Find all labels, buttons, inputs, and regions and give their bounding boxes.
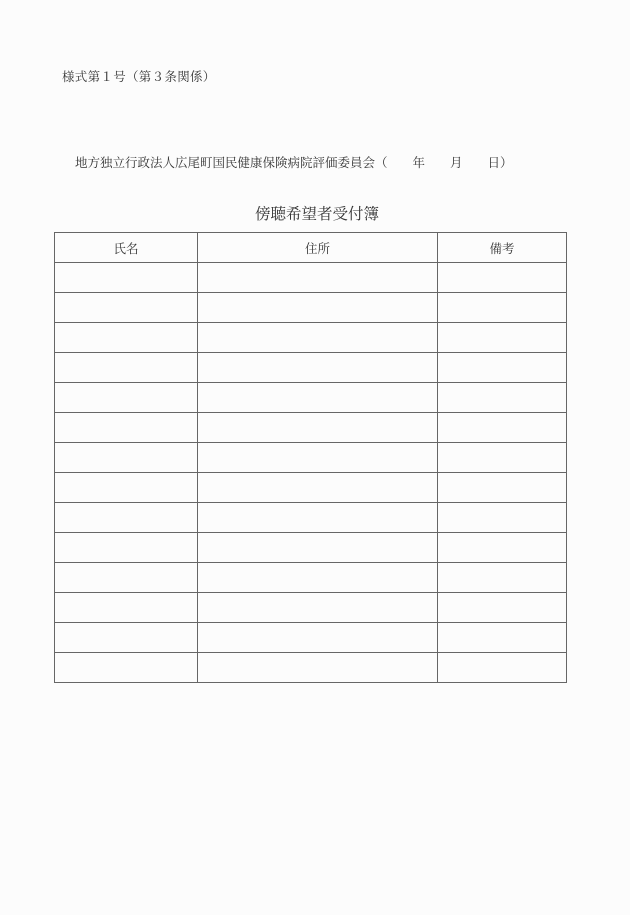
remarks-cell	[438, 473, 567, 503]
remarks-cell	[438, 383, 567, 413]
table-row	[55, 443, 567, 473]
name-cell	[55, 623, 198, 653]
table-row	[55, 323, 567, 353]
table-row	[55, 293, 567, 323]
column-header-remarks: 備考	[438, 233, 567, 263]
address-cell	[198, 473, 438, 503]
remarks-cell	[438, 593, 567, 623]
table-row	[55, 473, 567, 503]
table-row	[55, 413, 567, 443]
document-title: 傍聴希望者受付簿	[254, 205, 379, 223]
address-cell	[198, 563, 438, 593]
table-row	[55, 623, 567, 653]
address-cell	[198, 383, 438, 413]
address-cell	[198, 323, 438, 353]
name-cell	[55, 503, 198, 533]
name-cell	[55, 293, 198, 323]
form-number: 様式第１号（第３条関係）	[62, 69, 216, 84]
address-cell	[198, 653, 438, 683]
address-cell	[198, 593, 438, 623]
remarks-cell	[438, 503, 567, 533]
table-row	[55, 563, 567, 593]
address-cell	[198, 353, 438, 383]
name-cell	[55, 323, 198, 353]
remarks-cell	[438, 353, 567, 383]
table-row	[55, 503, 567, 533]
address-cell	[198, 263, 438, 293]
name-cell	[55, 413, 198, 443]
remarks-cell	[438, 623, 567, 653]
address-cell	[198, 623, 438, 653]
table-row	[55, 353, 567, 383]
address-cell	[198, 293, 438, 323]
name-cell	[55, 353, 198, 383]
address-cell	[198, 413, 438, 443]
address-cell	[198, 533, 438, 563]
table-row	[55, 593, 567, 623]
address-cell	[198, 443, 438, 473]
name-cell	[55, 593, 198, 623]
remarks-cell	[438, 293, 567, 323]
name-cell	[55, 563, 198, 593]
remarks-cell	[438, 653, 567, 683]
address-cell	[198, 503, 438, 533]
name-cell	[55, 383, 198, 413]
column-header-name: 氏名	[55, 233, 198, 263]
table-header-row	[55, 233, 567, 263]
column-header-address: 住所	[198, 233, 438, 263]
table-row	[55, 653, 567, 683]
table-row	[55, 263, 567, 293]
name-cell	[55, 443, 198, 473]
name-cell	[55, 473, 198, 503]
remarks-cell	[438, 263, 567, 293]
name-cell	[55, 263, 198, 293]
table-row	[55, 533, 567, 563]
remarks-cell	[438, 563, 567, 593]
name-cell	[55, 533, 198, 563]
remarks-cell	[438, 533, 567, 563]
registration-table	[54, 232, 567, 683]
committee-date-line: 地方独立行政法人広尾町国民健康保険病院評価委員会（ 年 月 日）	[75, 155, 513, 170]
table-row	[55, 383, 567, 413]
name-cell	[55, 653, 198, 683]
remarks-cell	[438, 443, 567, 473]
remarks-cell	[438, 323, 567, 353]
remarks-cell	[438, 413, 567, 443]
